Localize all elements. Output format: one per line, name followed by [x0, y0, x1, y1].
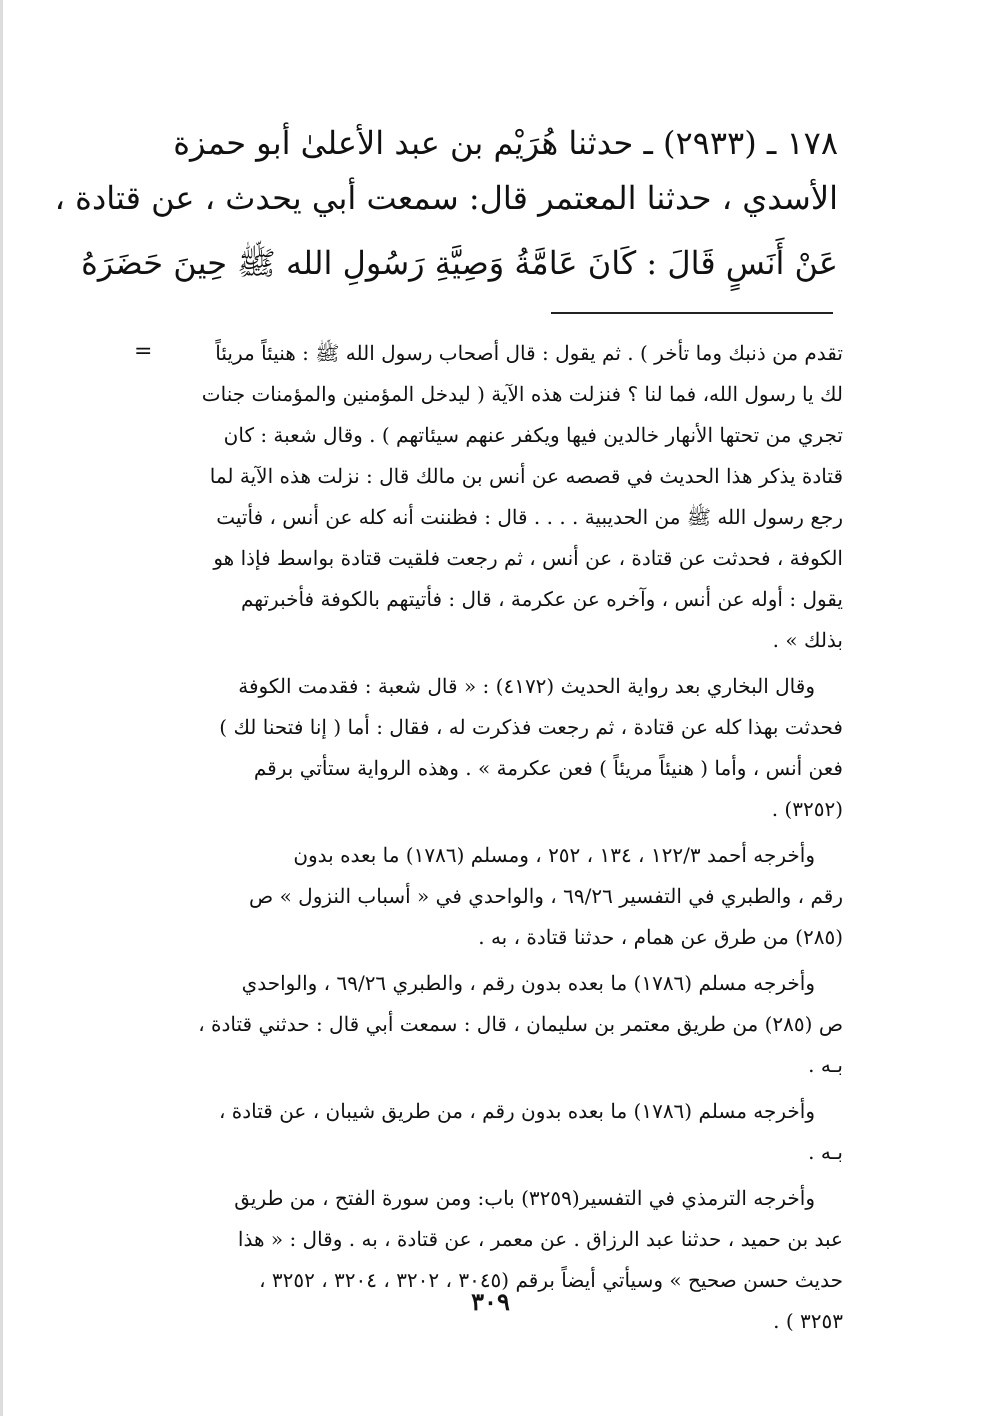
footnote-line: ص (٢٨٥) من طريق معتمر بن سليمان ، قال : سمعت أبي قال : حدثني قتادة ،: [198, 1012, 843, 1036]
main-text-line: ١٧٨ ـ (٢٩٣٣) ـ حدثنا هُرَيْم بن عبد الأعلىٰ أبو حمزة: [173, 124, 838, 162]
footnote-line: رجع رسول الله ﷺ من الحديبية . . . . قال : فظننت أنه كله عن أنس ، فأتيت: [216, 505, 843, 529]
footnote-line: رقم ، والطبري في التفسير ٦٩/٢٦ ، والواحدي في « أسباب النزول » ص: [249, 884, 843, 908]
scan-edge: [0, 0, 3, 1416]
footnote-line: وأخرجه أحمد ١٢٢/٣ ، ١٣٤ ، ٢٥٢ ، ومسلم (١٧٨٦) ما بعده بدون: [293, 843, 815, 867]
footnote-paragraph: [130, 1091, 843, 1173]
footnote-line: بذلك » .: [772, 628, 843, 652]
footnote-line: تقدم من ذنبك وما تأخر ) . ثم يقول : قال أصحاب رسول الله ﷺ : هنيئاً مريئاً: [215, 341, 843, 365]
footnote-line: فعن أنس ، وأما ( هنيئاً مريئاً ) فعن عكرمة » . وهذه الرواية ستأتي برقم: [253, 756, 843, 780]
footnote-line: (٢٨٥) من طرق عن همام ، حدثنا قتادة ، به .: [478, 925, 843, 949]
page-number: ٣٠٩: [471, 1287, 510, 1316]
footnote-line: وأخرجه الترمذي في التفسير(٣٢٥٩) باب: ومن سورة الفتح ، من طريق: [234, 1186, 815, 1210]
footnote-line: لك يا رسول الله، فما لنا ؟ فنزلت هذه الآية ( ليدخل المؤمنين والمؤمنات جنات: [201, 382, 843, 406]
main-text-line: عَنْ أَنَسٍ قَالَ : كَانَ عَامَّةُ وَصِيَّةِ رَسُولِ الله ﷺ حِينَ حَضَرَهُ: [81, 244, 838, 282]
footnote-line: عبد بن حميد ، حدثنا عبد الرزاق . عن معمر ، عن قتادة ، به . وقال : « هذا: [237, 1227, 843, 1251]
footnote-paragraph: [130, 1178, 843, 1342]
footnote-paragraph: [130, 666, 843, 830]
footnotes: [130, 333, 843, 1347]
footnote-line: قتادة يذكر هذا الحديث في قصصه عن أنس بن مالك قال : نزلت هذه الآية لما: [209, 464, 843, 488]
footnote-line: الكوفة ، فحدثت عن قتادة ، عن أنس ، ثم رجعت فلقيت قتادة بواسط فإذا هو: [213, 546, 843, 570]
footnote-line: تجري من تحتها الأنهار خالدين فيها ويكفر عنهم سيئاتهم ) . وقال شعبة : كان: [223, 423, 843, 447]
footnote-line: بـه .: [808, 1140, 843, 1164]
continuation-mark: =: [134, 339, 153, 364]
footnote-line: (٣٢٥٢) .: [771, 797, 843, 821]
footnote-line: يقول : أوله عن أنس ، وآخره عن عكرمة ، قال : فأتيتهم بالكوفة فأخبرتهم: [240, 587, 843, 611]
footnote-paragraph: [130, 963, 843, 1086]
footnote-paragraph: [130, 333, 843, 661]
hadith-main-text: [54, 118, 838, 293]
footnote-line: فحدثت بهذا كله عن قتادة ، ثم رجعت فذكرت له ، فقال : أما ( إنا فتحنا لك ): [219, 715, 843, 739]
footnote-line: وأخرجه مسلم (١٧٨٦) ما بعده بدون رقم ، والطبري ٦٩/٢٦ ، والواحدي: [241, 971, 815, 995]
footnote-line: حديث حسن صحيح » وسيأتي أيضاً برقم (٣٠٤٥ ، ٣٢٠٢ ، ٣٢٠٤ ، ٣٢٥٢ ،: [259, 1268, 843, 1292]
footnote-line: وأخرجه مسلم (١٧٨٦) ما بعده بدون رقم ، من طريق شيبان ، عن قتادة ،: [218, 1099, 815, 1123]
footnote-line: بـه .: [808, 1053, 843, 1077]
footnote-line: ٣٢٥٣ ) .: [773, 1309, 843, 1333]
main-text-line: الأسدي ، حدثنا المعتمر قال: سمعت أبي يحدث ، عن قتادة ،: [54, 179, 838, 217]
footnote-paragraph: [130, 835, 843, 958]
footnote-line: وقال البخاري بعد رواية الحديث (٤١٧٢) : « قال شعبة : فقدمت الكوفة: [238, 674, 815, 698]
footnote-divider: [551, 312, 833, 314]
